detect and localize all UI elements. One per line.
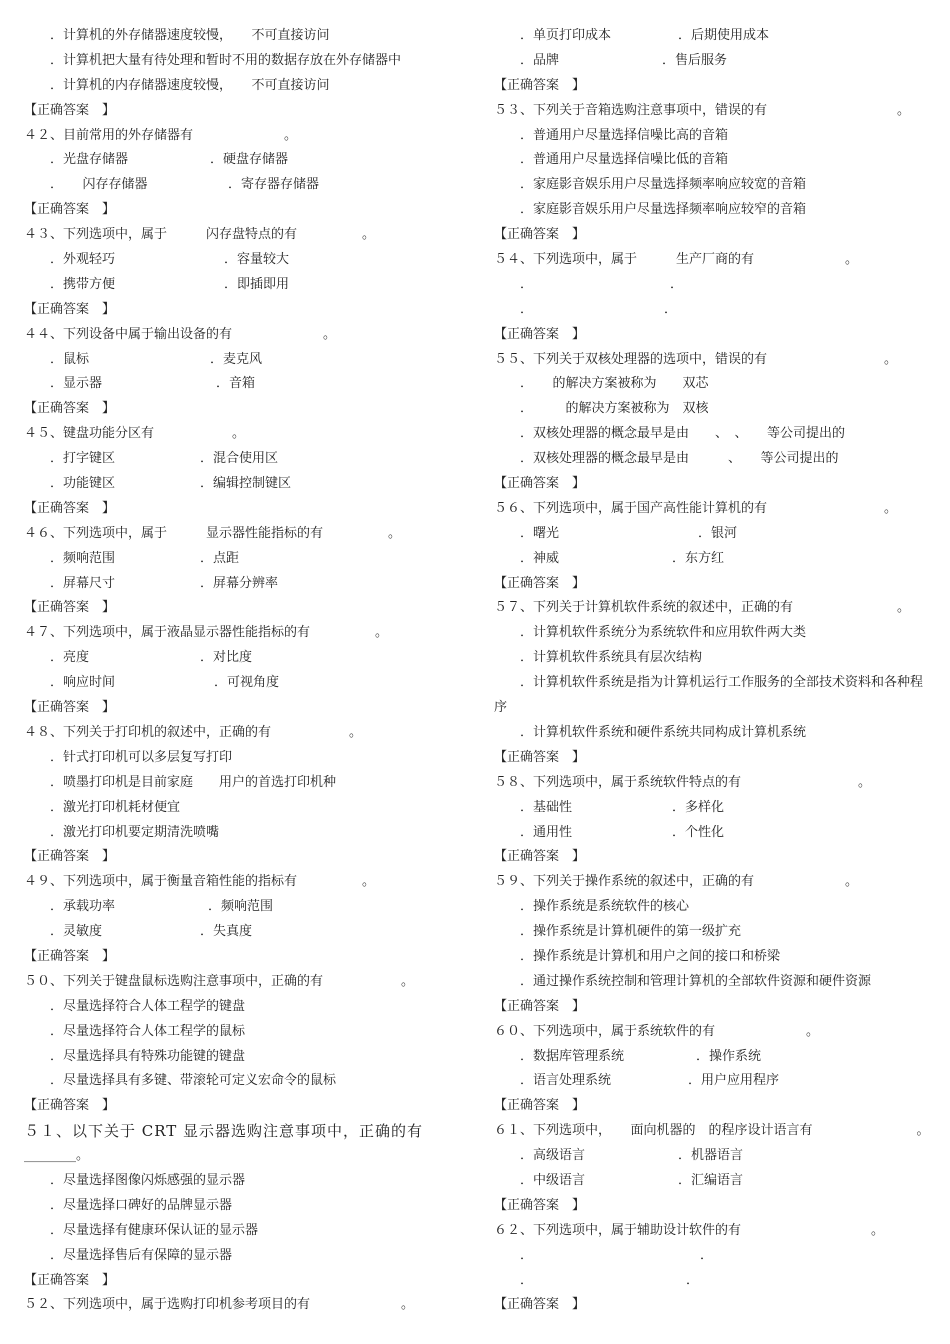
question-text: ５６、下列选项中，属于国产高性能计算机的有 。 [494,500,898,516]
option-b: ．容量较大 [224,252,290,268]
option-b: ．寄存器存储器 [228,177,320,193]
option-line [24,895,474,920]
option-line: ．双核处理器的概念最早是由 、 等公司提出的 [520,451,839,467]
option-line: ．计算机的外存储器速度较慢， 不可直接访问 [50,28,330,43]
option-line: ．操作系统是系统软件的核心 [520,899,690,915]
option-b: ．机器语言 [678,1148,744,1164]
option-a: ．灵敏度 [50,924,103,940]
option-b: ．硬盘存储器 [210,152,289,168]
option-a: ．语言处理系统 [520,1073,612,1089]
option-b: ．对比度 [200,650,253,666]
option-a: ． [520,1272,534,1288]
question-text: ５８、下列选项中，属于系统软件特点的有 。 [494,774,872,790]
question-text: ４５、键盘功能分区有 。 [24,426,246,442]
option-b: ． [700,1247,714,1263]
option-b: ．售后服务 [662,52,728,68]
option-b: ．操作系统 [696,1048,762,1064]
option-b: ．可视角度 [214,675,280,691]
question-text: ４３、下列选项中，属于 闪存盘特点的有 。 [24,227,376,243]
option-line [494,273,934,298]
question-text: ５０、下列关于键盘鼠标选购注意事项中，正确的有 。 [24,973,415,989]
answer-label: 【正确答案 】 [494,1297,586,1313]
answer-label: 【正确答案 】 [24,1272,116,1288]
right-column [494,24,934,1318]
option-b: ．多样化 [672,799,725,815]
option-line: ．计算机把大量有待处理和暂时不用的数据存放在外存储器中 [50,52,402,68]
option-line [24,348,474,373]
option-line [24,920,474,945]
question-text: ４６、下列选项中，属于 显示器性能指标的有 。 [24,525,402,541]
option-a: ．神威 [520,550,560,566]
option-line [24,671,474,696]
option-a: ．频响范围 [50,550,116,566]
question-text: ５３、下列关于音箱选购注意事项中，错误的有 。 [494,102,911,118]
option-a: ．鼠标 [50,351,90,367]
option-a: ．数据库管理系统 [520,1048,625,1064]
option-line: ． 的解决方案被称为 双芯 [520,376,709,392]
option-line [24,572,474,597]
option-a: ．曙光 [520,525,560,541]
option-line [494,796,934,821]
option-b: ．东方红 [672,550,725,566]
option-line [494,522,934,547]
option-a: ．打字键区 [50,451,116,467]
answer-label: 【正确答案 】 [24,948,116,964]
option-line: ．尽量选择图像闪烁感强的显示器 [50,1172,246,1188]
answer-label: 【正确答案 】 [494,77,586,93]
option-line: ．普通用户尽量选择信噪比高的音箱 [520,127,729,143]
option-a: ． [520,1247,534,1263]
option-line: ．尽量选择符合人体工程学的鼠标 [50,1023,246,1039]
option-line: ．双核处理器的概念最早是由 、 、 等公司提出的 [520,426,846,442]
option-b: ．麦克风 [210,351,263,367]
option-b: ．失真度 [200,924,253,940]
option-b: ．即插即用 [224,276,290,292]
answer-label: 【正确答案 】 [494,1197,586,1213]
option-line: ．尽量选择有健康环保认证的显示器 [50,1222,259,1238]
option-a: ．携带方便 [50,276,116,292]
option-line: ．激光打印机耗材便宜 [50,799,181,815]
answer-label: 【正确答案 】 [494,849,586,865]
question-text: ５５、下列关于双核处理器的选项中，错误的有 。 [494,351,898,367]
answer-label: 【正确答案 】 [494,476,586,492]
answer-label: 【正确答案 】 [24,849,116,865]
option-line: ．计算机软件系统分为系统软件和应用软件两大类 [520,625,807,641]
option-line: ．操作系统是计算机和用户之间的接口和桥梁 [520,948,781,964]
option-b: ．点距 [200,550,240,566]
option-b: ．编辑控制键区 [200,476,292,492]
option-line: ．通过操作系统控制和管理计算机的全部软件资源和硬件资源 [520,973,872,989]
option-b: ． [670,276,684,292]
answer-label: 【正确答案 】 [494,575,586,591]
option-line: ．尽量选择具有多键、带滚轮可定义宏命令的鼠标 [50,1073,337,1089]
option-line: ．针式打印机可以多层复写打印 [50,749,233,765]
question-text: ４９、下列选项中，属于衡量音箱性能的指标有 。 [24,874,376,890]
option-b: ． [664,301,678,317]
option-line: ．计算机的内存储器速度较慢， 不可直接访问 [50,77,330,93]
option-b: ．后期使用成本 [678,28,770,43]
question-text: ５４、下列选项中，属于 生产厂商的有 。 [494,252,859,268]
option-b: ．频响范围 [208,899,274,915]
option-line [494,1045,934,1070]
option-line: ． 的解决方案被称为 双核 [520,401,709,417]
option-a: ．响应时间 [50,675,116,691]
option-a: ．基础性 [520,799,573,815]
option-a: ．单页打印成本 [520,28,612,43]
question-blank: ________。 [24,1148,90,1164]
option-line [494,1069,934,1094]
option-b: ．个性化 [672,824,725,840]
option-a: ．功能键区 [50,476,116,492]
option-b: ． [686,1272,700,1288]
option-line [24,248,474,273]
option-b: ．屏幕分辨率 [200,575,279,591]
option-b: ．用户应用程序 [688,1073,780,1089]
option-a: ．高级语言 [520,1148,586,1164]
option-line [24,472,474,497]
answer-label: 【正确答案 】 [24,401,116,417]
option-line [24,646,474,671]
option-a: ．中级语言 [520,1173,586,1188]
option-a: ．屏幕尺寸 [50,575,116,591]
question-text: ５２、下列选项中，属于选购打印机参考项目的有 。 [24,1297,415,1313]
option-line: ．计算机软件系统是指为计算机运行工作服务的全部技术资料和各种程序 [494,675,924,716]
option-line [494,298,934,323]
option-a: ． [520,276,534,292]
question-text: ４８、下列关于打印机的叙述中，正确的有 。 [24,724,363,740]
question-text: ５７、下列关于计算机软件系统的叙述中，正确的有 。 [494,600,911,616]
option-line [494,49,934,74]
option-line [494,1169,934,1194]
option-line: ．操作系统是计算机硬件的第一级扩充 [520,924,742,940]
question-text: ４７、下列选项中，属于液晶显示器性能指标的有 。 [24,625,389,641]
option-line: ．激光打印机要定期清洗喷嘴 [50,824,220,840]
option-line: ．尽量选择具有特殊功能键的键盘 [50,1048,246,1064]
option-line [494,547,934,572]
option-line: ．计算机软件系统具有层次结构 [520,650,703,666]
option-a: ．光盘存储器 [50,152,129,168]
option-line: ．普通用户尽量选择信噪比低的音箱 [520,152,729,168]
option-line: ．尽量选择售后有保障的显示器 [50,1247,233,1263]
option-a: ． 闪存存储器 [50,177,148,193]
option-line: ．家庭影音娱乐用户尽量选择频率响应较窄的音箱 [520,202,807,218]
option-line [24,447,474,472]
question-text: ６２、下列选项中，属于辅助设计软件的有 。 [494,1222,885,1238]
option-a: ．外观轻巧 [50,252,116,268]
option-line: ．尽量选择口碑好的品牌显示器 [50,1197,233,1213]
option-b: ．混合使用区 [200,451,279,467]
option-line: ．家庭影音娱乐用户尽量选择频率响应较宽的音箱 [520,177,807,193]
question-text: ４４、下列设备中属于输出设备的有 。 [24,326,337,342]
option-a: ．亮度 [50,650,90,666]
answer-label: 【正确答案 】 [24,102,116,118]
option-line [494,1269,934,1294]
option-line: ．尽量选择符合人体工程学的键盘 [50,998,246,1014]
option-b: ．银河 [698,525,738,541]
option-line [494,1144,934,1169]
answer-label: 【正确答案 】 [494,998,586,1014]
option-line [24,173,474,198]
option-line: ．喷墨打印机是目前家庭 用户的首选打印机种 [50,774,337,790]
option-a: ．通用性 [520,824,573,840]
left-column [24,24,474,1318]
question-text: ６１、下列选项中， 面向机器的 的程序设计语言有 。 [494,1123,930,1139]
answer-label: 【正确答案 】 [24,202,116,218]
option-a: ．显示器 [50,376,103,392]
question-text: ６０、下列选项中，属于系统软件的有 。 [494,1023,820,1039]
option-a: ．承载功率 [50,899,116,915]
answer-label: 【正确答案 】 [24,600,116,616]
option-line [24,547,474,572]
answer-label: 【正确答案 】 [494,1098,586,1114]
answer-label: 【正确答案 】 [494,326,586,342]
option-line [24,148,474,173]
question-text: ５９、下列关于操作系统的叙述中，正确的有 。 [494,874,859,890]
question-text: ５１、以下关于 CRT 显示器选购注意事项中，正确的有 [24,1122,424,1141]
answer-label: 【正确答案 】 [494,227,586,243]
answer-label: 【正确答案 】 [24,301,116,317]
option-line [494,821,934,846]
option-a: ．品牌 [520,52,560,68]
option-line: ．计算机软件系统和硬件系统共同构成计算机系统 [520,724,807,740]
option-a: ． [520,301,534,317]
option-line [24,372,474,397]
option-line [24,273,474,298]
option-line [494,1244,934,1269]
option-b: ．音箱 [216,376,256,392]
answer-label: 【正确答案 】 [24,1098,116,1114]
answer-label: 【正确答案 】 [494,749,586,765]
answer-label: 【正确答案 】 [24,700,116,716]
answer-label: 【正确答案 】 [24,500,116,516]
question-text: ４２、目前常用的外存储器有 。 [24,127,298,143]
option-b: ．汇编语言 [678,1173,744,1188]
option-line [494,24,934,49]
